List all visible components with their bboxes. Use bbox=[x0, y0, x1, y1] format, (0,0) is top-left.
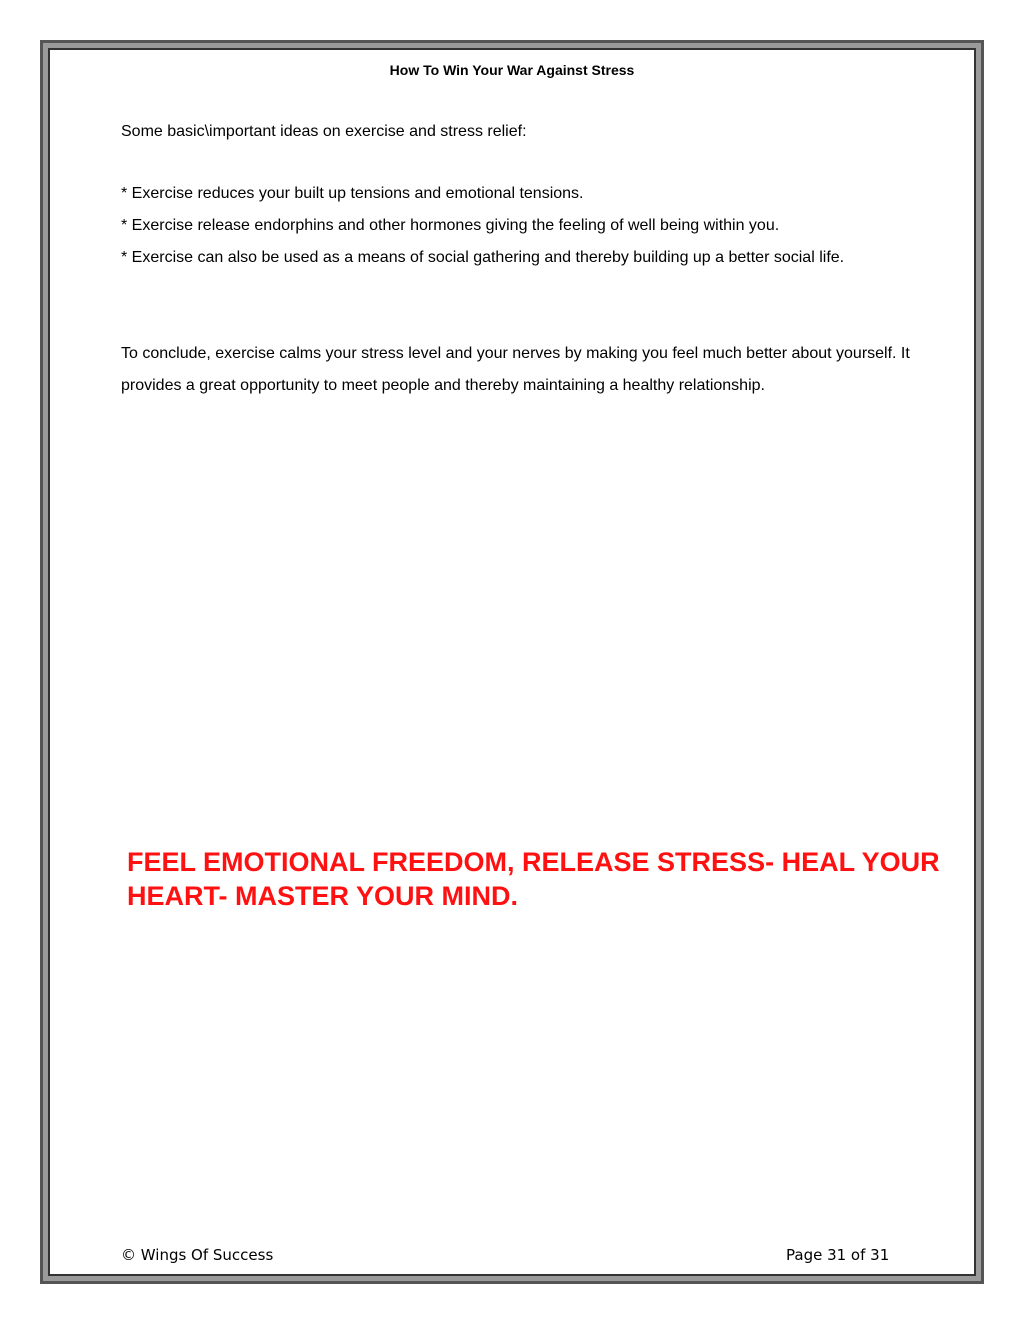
page-header-title: How To Win Your War Against Stress bbox=[389, 62, 635, 78]
conclusion-paragraph: To conclude, exercise calms your stress level and your nerves by making you feel much better about yourself. It provides a great opportunity to meet people and thereby maintaining a healthy relationship. bbox=[121, 345, 910, 394]
slogan-heading: FEEL EMOTIONAL FREEDOM, RELEASE STRESS- HEAL YOUR HEART- MASTER YOUR MIND. bbox=[127, 847, 940, 911]
bullet-list bbox=[121, 178, 921, 274]
intro-paragraph: Some basic\important ideas on exercise and stress relief: bbox=[121, 123, 527, 140]
bullet-item: * Exercise can also be used as a means of social gathering and thereby building up a better social life. bbox=[121, 249, 845, 266]
footer-page-number: Page 31 of 31 bbox=[786, 1246, 890, 1264]
bullet-item: * Exercise release endorphins and other hormones giving the feeling of well being within you. bbox=[121, 217, 780, 234]
footer-copyright: © Wings Of Success bbox=[121, 1246, 274, 1264]
bullet-item: * Exercise reduces your built up tensions and emotional tensions. bbox=[121, 185, 584, 202]
